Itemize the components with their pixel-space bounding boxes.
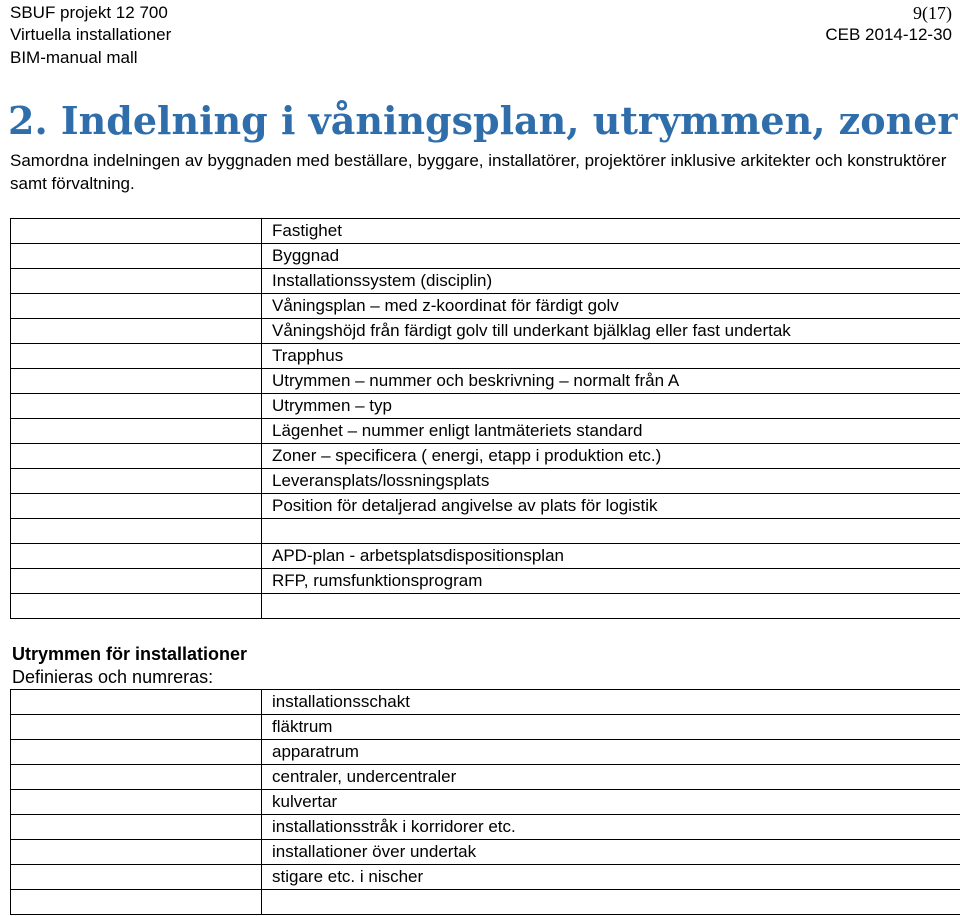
row-text: Byggnad — [262, 244, 960, 269]
row-text: Position för detaljerad angivelse av plats för logistik — [262, 494, 960, 519]
row-text: installationsstråk i korridorer etc. — [262, 815, 960, 840]
row-text: Våningshöjd från färdigt golv till underkant bjälklag eller fast undertak — [262, 319, 960, 344]
table-row — [11, 890, 960, 915]
row-text: Fastighet — [262, 219, 960, 244]
section-title: 2. Indelning i våningsplan, utrymmen, zoner — [8, 98, 958, 143]
row-text: Utrymmen – nummer och beskrivning – normalt från A — [262, 369, 960, 394]
empty-cell — [11, 344, 262, 369]
table-row — [11, 690, 960, 715]
spaces-subheading: Definieras och numreras: — [12, 667, 214, 687]
empty-cell — [11, 890, 262, 915]
table-row — [11, 469, 960, 494]
row-text: centraler, undercentraler — [262, 765, 960, 790]
empty-cell — [11, 690, 262, 715]
row-text: Trapphus — [262, 344, 960, 369]
table-row — [11, 219, 960, 244]
building-division-rows — [11, 219, 960, 619]
row-text: Utrymmen – typ — [262, 394, 960, 419]
table-row — [11, 394, 960, 419]
table-row — [11, 244, 960, 269]
empty-cell — [11, 219, 262, 244]
row-text: fläktrum — [262, 715, 960, 740]
table-row — [11, 369, 960, 394]
table-row — [11, 319, 960, 344]
row-text: Leveransplats/lossningsplats — [262, 469, 960, 494]
empty-cell — [11, 765, 262, 790]
empty-cell — [11, 594, 262, 619]
row-text: stigare etc. i nischer — [262, 865, 960, 890]
row-text — [262, 890, 960, 915]
table-row — [11, 294, 960, 319]
table-row — [11, 569, 960, 594]
spaces-heading: Utrymmen för installationer — [12, 644, 248, 664]
row-text: Installationssystem (disciplin) — [262, 269, 960, 294]
header-author-date: CEB 2014-12-30 — [825, 25, 952, 44]
table-row — [11, 740, 960, 765]
header-page-number: 9(17) — [913, 3, 952, 23]
empty-cell — [11, 469, 262, 494]
row-text: Lägenhet – nummer enligt lantmäteriets standard — [262, 419, 960, 444]
row-text: Våningsplan – med z-koordinat för färdigt golv — [262, 294, 960, 319]
empty-cell — [11, 494, 262, 519]
header-project: SBUF projekt 12 700 — [10, 3, 168, 22]
installation-spaces-table — [10, 689, 960, 915]
table-row — [11, 790, 960, 815]
empty-cell — [11, 790, 262, 815]
row-text: RFP, rumsfunktionsprogram — [262, 569, 960, 594]
empty-cell — [11, 419, 262, 444]
empty-cell — [11, 840, 262, 865]
empty-cell — [11, 444, 262, 469]
empty-cell — [11, 544, 262, 569]
table-row — [11, 519, 960, 544]
table-row — [11, 269, 960, 294]
row-text — [262, 594, 960, 619]
row-text — [262, 519, 960, 544]
row-text: kulvertar — [262, 790, 960, 815]
empty-cell — [11, 369, 262, 394]
table-row — [11, 840, 960, 865]
table-row — [11, 815, 960, 840]
section-intro: Samordna indelningen av byggnaden med beställare, byggare, installatörer, projektörer inklusive arkitekter och konstruktörer samt förvaltning. — [10, 151, 947, 193]
empty-cell — [11, 294, 262, 319]
empty-cell — [11, 519, 262, 544]
table-row — [11, 444, 960, 469]
empty-cell — [11, 394, 262, 419]
building-division-table — [10, 218, 960, 619]
empty-cell — [11, 715, 262, 740]
row-text: Zoner – specificera ( energi, etapp i produktion etc.) — [262, 444, 960, 469]
table-row — [11, 419, 960, 444]
table-row — [11, 765, 960, 790]
header-document: BIM-manual mall — [10, 48, 138, 67]
row-text: installationsschakt — [262, 690, 960, 715]
row-text: APD-plan - arbetsplatsdispositionsplan — [262, 544, 960, 569]
table-row — [11, 494, 960, 519]
table-row — [11, 594, 960, 619]
row-text: installationer över undertak — [262, 840, 960, 865]
row-text: apparatrum — [262, 740, 960, 765]
table-row — [11, 715, 960, 740]
empty-cell — [11, 269, 262, 294]
empty-cell — [11, 319, 262, 344]
table-row — [11, 544, 960, 569]
empty-cell — [11, 740, 262, 765]
header-subject: Virtuella installationer — [10, 25, 172, 44]
empty-cell — [11, 244, 262, 269]
empty-cell — [11, 865, 262, 890]
table-row — [11, 865, 960, 890]
empty-cell — [11, 815, 262, 840]
table-row — [11, 344, 960, 369]
installation-spaces-rows — [11, 690, 960, 915]
empty-cell — [11, 569, 262, 594]
